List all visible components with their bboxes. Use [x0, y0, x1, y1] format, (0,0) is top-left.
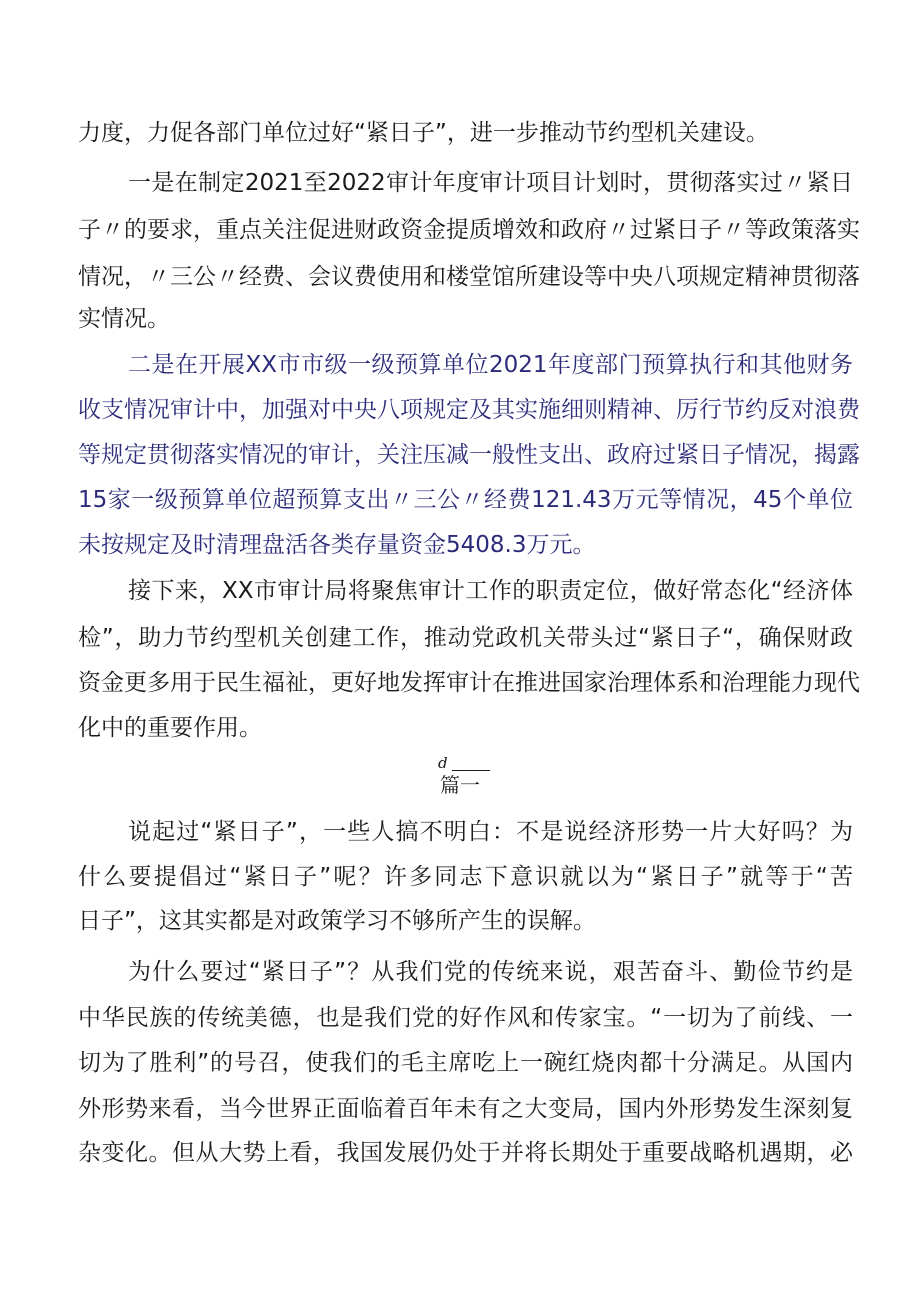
paragraph-line: 化中的重要作用。	[78, 715, 262, 741]
paragraph-line: 情况，〃三公〃经费、会议费使用和楼堂馆所建设等中央八项规定精神贯彻落	[78, 264, 860, 290]
paragraph-line: 等规定贯彻落实情况的审计，关注压减一般性支出、政府过紧日子情况，揭露	[78, 442, 860, 468]
paragraph-line: 资金更多用于民生福祉，更好地发挥审计在推进国家治理体系和治理能力现代	[78, 670, 860, 696]
paragraph-line: 检”，助力节约型机关创建工作，推动党政机关带头过“紧日子“，确保财政	[78, 625, 853, 651]
section-mark-rule	[452, 770, 490, 771]
paragraph-line: 接下来，XX市审计局将聚焦审计工作的职责定位，做好常态化“经济体	[128, 578, 853, 604]
paragraph-line: 收支情况审计中，加强对中央八项规定及其实施细则精神、厉行节约反对浪费	[78, 397, 860, 423]
paragraph-line: 子〃的要求，重点关注促进财政资金提质增效和政府〃过紧日子〃等政策落实	[78, 217, 860, 243]
paragraph-line: 实情况。	[78, 306, 170, 332]
section-title: 篇一	[440, 773, 480, 797]
paragraph-line: 说起过“紧日子”，一些人搞不明白：不是说经济形势一片大好吗？为	[128, 819, 853, 845]
paragraph-line: 切为了胜利”的号召，使我们的毛主席吃上一碗红烧肉都十分满足。从国内	[78, 1050, 853, 1076]
paragraph-line: 什么要提倡过“紧日子”呢？许多同志下意识就以为“紧日子”就等于“苦	[78, 864, 853, 890]
paragraph-line: 中华民族的传统美德，也是我们党的好作风和传家宝。“一切为了前线、一	[78, 1005, 853, 1031]
paragraph-line: 日子”，这其实都是对政策学习不够所产生的误解。	[78, 908, 596, 934]
paragraph-line: 一是在制定2021至2022审计年度审计项目计划时，贯彻落实过〃紧日	[128, 170, 853, 196]
paragraph-line: 为什么要过“紧日子”？从我们党的传统来说，艰苦奋斗、勤俭节约是	[128, 959, 853, 985]
paragraph-line: 力度，力促各部门单位过好“紧日子”，进一步推动节约型机关建设。	[78, 120, 769, 146]
paragraph-line: 未按规定及时清理盘活各类存量资金5408.3万元。	[78, 532, 596, 558]
paragraph-line: 15家一级预算单位超预算支出〃三公〃经费121.43万元等情况，45个单位	[78, 487, 853, 513]
paragraph-line: 二是在开展XX市市级一级预算单位2021年度部门预算执行和其他财务	[128, 352, 853, 378]
section-mark: d	[438, 754, 448, 772]
paragraph-line: 杂变化。但从大势上看，我国发展仍处于并将长期处于重要战略机遇期，必	[78, 1140, 853, 1166]
paragraph-line: 外形势来看，当今世界正面临着百年未有之大变局，国内外形势发生深刻复	[78, 1096, 853, 1122]
